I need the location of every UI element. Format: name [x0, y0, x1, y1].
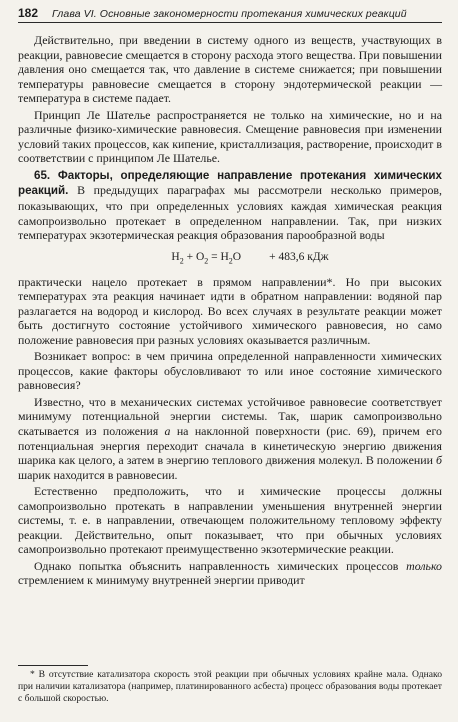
footnote-divider	[18, 665, 88, 666]
position-a: а	[164, 423, 171, 438]
paragraph-3-text: В предыдущих параграфах мы рассмотрели несколько примеров, показывающих, что при определенных условиях каждая химическая реакция самопроизвольно протекает в определенном направлении. Так, при низких температурах экзотермическая реакция образования парообразной воды	[18, 183, 442, 243]
page-body	[18, 33, 442, 588]
equation-formula: $H_2 + O_2 = H_2O$	[171, 250, 242, 265]
paragraph-6: Известно, что в механических системах устойчивое равновесие соответствует минимуму потенциальной энергии системы. Так, шарик самопроизвольно скатывается из положения а на наклонной поверхности (рис. 69), причем его потенциальная энергия переходит сначала в кинетическую энергию движения шарика как целого, а затем в энергию теплового движения молекул. В положении б шарик находится в равновесии.	[18, 394, 442, 482]
paragraph-1: Действительно, при введении в систему одного из веществ, участвующих в реакции, равновесие смещается в сторону расхода этого вещества. При повышении давления оно смещается так, что давление в системе снижается; при повышении температуры равновесие смещается в сторону эндотермической реакции — температура в системе падает.	[18, 33, 442, 106]
paragraph-3	[18, 168, 442, 243]
position-b: б	[436, 453, 442, 468]
paragraph-8: Однако попытка объяснить направленность химических процессов только стремлением к минимуму внутренней энергии приводит	[18, 558, 442, 588]
footnote: * В отсутствие катализатора скорость этой реакции при обычных условиях крайне мала. Однако при наличии катализатора (например, платинированного асбеста) процесс образования воды протекает с большой скоростью.	[18, 669, 442, 704]
reaction-equation	[58, 250, 442, 269]
emphasis-only: только	[406, 558, 442, 573]
paragraph-7: Естественно предположить, что и химические процессы должны самопроизвольно протекать в направлении уменьшения внутренней энергии системы, т. е. в направлении, отвечающем положительному тепловому эффекту реакции. Действительно, опыт показывает, что при обычных условиях самопроизвольно протекают преимущественно экзотермические реакции.	[18, 484, 442, 557]
equation-energy: + 483,6 кДж	[269, 250, 329, 263]
section-heading: 65. Факторы, определяющие направление протекания химических реакций.	[18, 168, 442, 198]
page-number: 182	[18, 6, 39, 20]
paragraph-2: Принцип Ле Шателье распространяется не только на химические, но и на различные физико-химические равновесия. Смещение равновесия при изменении условий таких процессов, как кипение, кристаллизация, растворение, происходит в соответствии с принципом Ле Шателье.	[18, 107, 442, 166]
paragraph-4: практически нацело протекает в прямом направлении*. Но при высоких температурах эта реакция начинает идти в обратном направлении: водяной пар разлагается на водород и кислород. Во всех случаях в результате реакции может быть достигнуто состояние устойчивого химического равновесия, но само положение равновесия при разных условиях оказывается различным.	[18, 274, 442, 347]
paragraph-5: Возникает вопрос: в чем причина определенной направленности химических процессов, какие факторы обусловливают то или иное состояние химического равновесия?	[18, 349, 442, 393]
running-title: Глава VI. Основные закономерности протекания химических реакций	[52, 8, 407, 20]
page-header	[18, 6, 442, 23]
